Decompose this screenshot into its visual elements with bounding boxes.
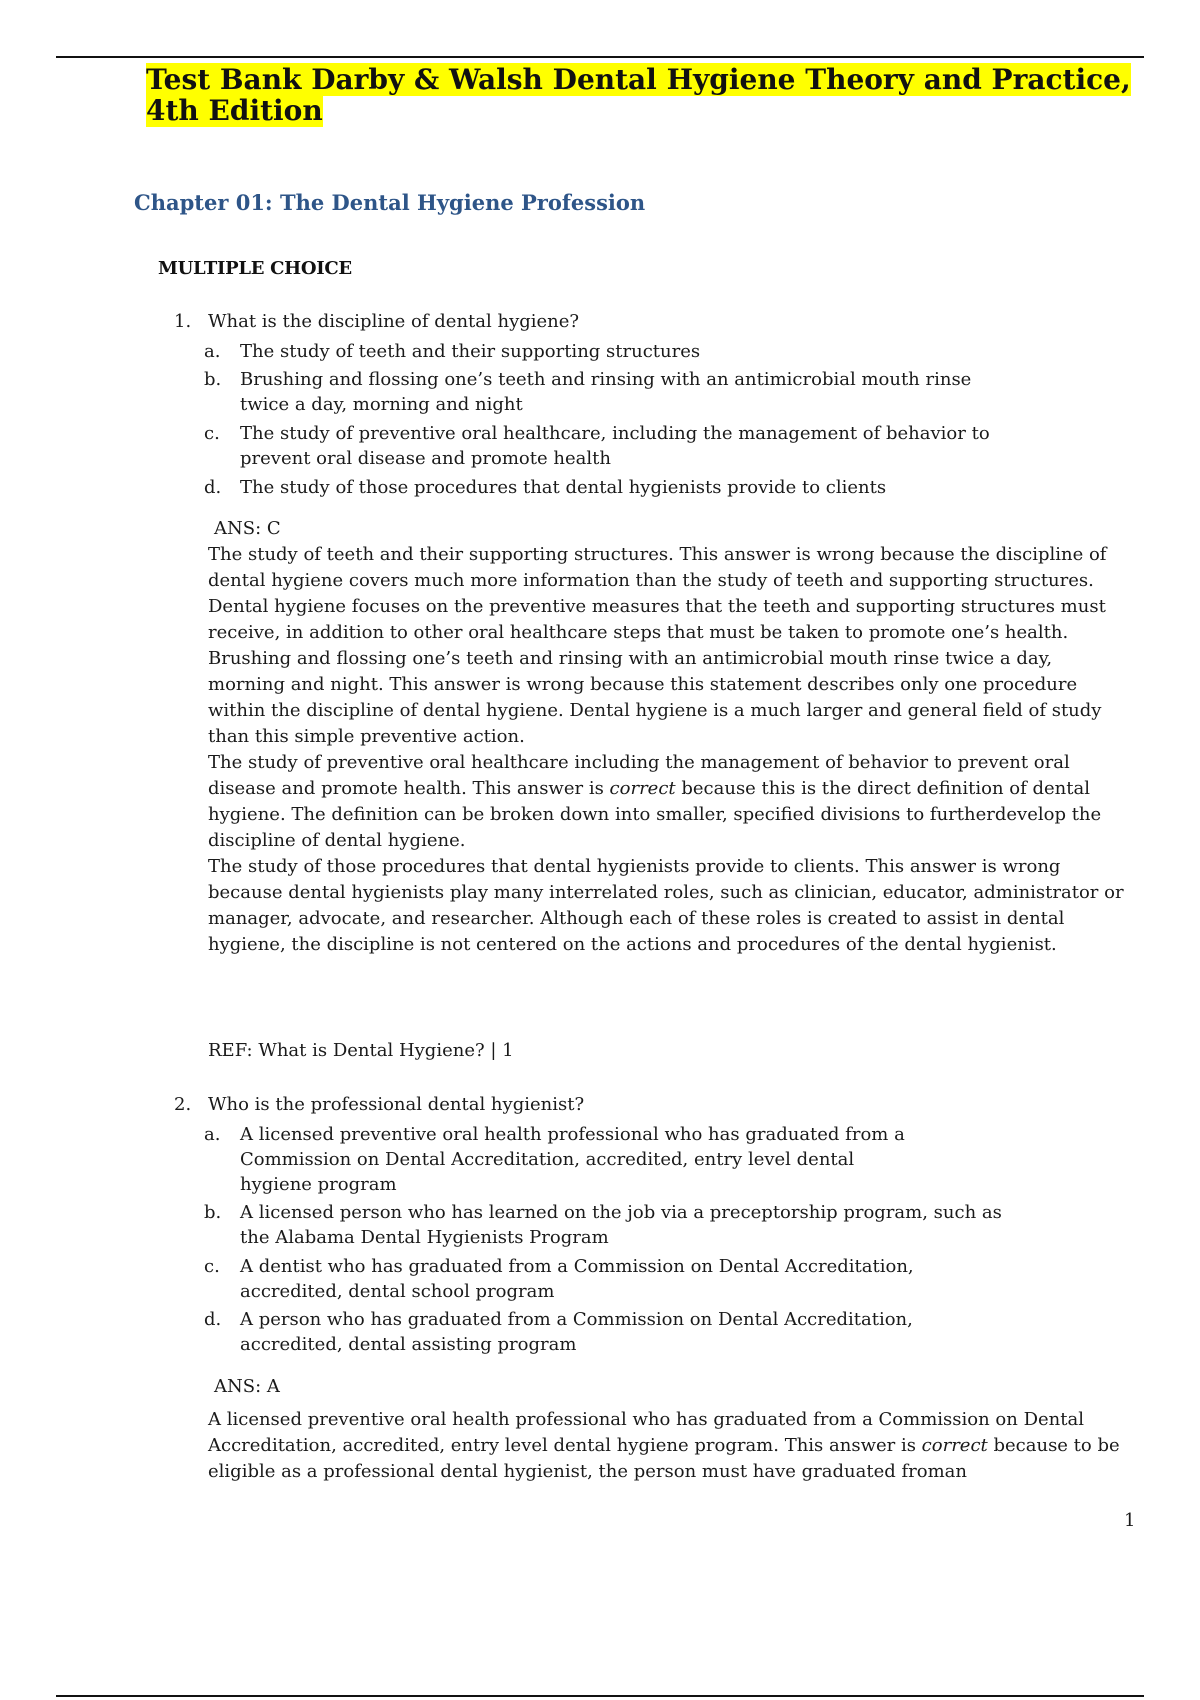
rationale-emphasis: correct (921, 1435, 988, 1456)
option-letter: b. (204, 369, 222, 390)
rationale-paragraph (208, 542, 1128, 646)
section-heading: MULTIPLE CHOICE (158, 258, 352, 279)
rationale-text: The study of those procedures that dental hygienists provide to clients. This answer is wrong because dental hygienists play many interrelated roles, such as clinician, educator, administrator or manager, advocate, and researcher. Although each of these roles is created to assist in dental hygiene, the discipline is not centered on the actions and procedures of the dental hygienist. (208, 856, 1124, 955)
rationale-text: The study of preventive oral healthcare including the management of behavior to prevent oral disease and promote health. This answer is (208, 752, 1070, 799)
option-letter: c. (204, 1256, 220, 1277)
rationale-emphasis: correct (609, 778, 676, 799)
option-c (204, 1254, 924, 1304)
rationale-text: The study of teeth and their supporting structures. This answer is wrong because the discipline of dental hygiene covers much more information than the study of teeth and supporting structures. Dental hygiene focuses on the preventive measures that the teeth and supporting structures must receive, in addition to other oral healthcare steps that must be taken to promote one’s health. (208, 544, 1107, 643)
question-text: What is the discipline of dental hygiene? (208, 311, 580, 332)
rationale-paragraph (208, 750, 1128, 854)
question-number: 1. (174, 311, 192, 332)
rationale-text: because to be eligible as a professional dental hygienist, the person must have graduated froman (208, 1435, 1120, 1482)
question-text: Who is the professional dental hygienist? (208, 1094, 585, 1115)
option-b (204, 1200, 1004, 1250)
option-a (204, 1122, 924, 1197)
question-stem (174, 309, 579, 335)
option-d (204, 1307, 924, 1357)
chapter-heading: Chapter 01: The Dental Hygiene Profession (134, 190, 646, 215)
rationale-text: because this is the direct definition of dental hygiene. The definition can be broken down into smaller, specified divisions to furtherdevelop the discipline of dental hygiene. (208, 778, 1102, 851)
question-number: 2. (174, 1094, 192, 1115)
document-title-highlight: Test Bank Darby & Walsh Dental Hygiene Theory and Practice, 4th Edition (146, 63, 1131, 127)
top-rule (56, 56, 1144, 58)
rationale-paragraph (208, 1407, 1128, 1485)
option-text: The study of preventive oral healthcare, including the management of behavior to prevent oral disease and promote health (240, 423, 990, 469)
rationale-text: A licensed preventive oral health professional who has graduated from a Commission on Dental Accreditation, accredited, entry level dental hygiene program. This answer is (208, 1409, 1084, 1456)
answer-key: ANS: C (214, 518, 281, 539)
option-text: Brushing and flossing one’s teeth and rinsing with an antimicrobial mouth rinse twice a day, morning and night (240, 369, 972, 415)
option-letter: d. (204, 477, 222, 498)
answer-key: ANS: A (214, 1376, 280, 1397)
option-text: A dentist who has graduated from a Commission on Dental Accreditation, accredited, dental school program (240, 1256, 914, 1302)
document-title (146, 64, 1146, 126)
rationale-paragraph (208, 854, 1128, 958)
option-letter: d. (204, 1309, 222, 1330)
rationale-text: Brushing and flossing one’s teeth and rinsing with an antimicrobial mouth rinse twice a day, morning and night. This answer is wrong because this statement describes only one procedure within the discipline of dental hygiene. Dental hygiene is a much larger and general field of study than this simple preventive action. (208, 648, 1102, 747)
option-letter: a. (204, 1124, 221, 1145)
option-text: The study of those procedures that dental hygienists provide to clients (240, 477, 887, 498)
option-a (204, 339, 904, 364)
option-text: A person who has graduated from a Commission on Dental Accreditation, accredited, dental assisting program (240, 1309, 913, 1355)
option-text: A licensed person who has learned on the job via a preceptorship program, such as the Alabama Dental Hygienists Program (240, 1202, 1002, 1248)
option-text: The study of teeth and their supporting structures (240, 341, 701, 362)
option-c (204, 421, 1034, 471)
page-number: 1 (1124, 1510, 1136, 1531)
option-letter: c. (204, 423, 220, 444)
answer-rationale (208, 1407, 1128, 1485)
answer-rationale (208, 542, 1128, 958)
rationale-paragraph (208, 646, 1128, 750)
option-letter: b. (204, 1202, 222, 1223)
reference-line: REF: What is Dental Hygiene? | 1 (208, 1040, 514, 1061)
option-text: A licensed preventive oral health professional who has graduated from a Commission on Dental Accreditation, accredited, entry level dental hygiene program (240, 1124, 905, 1195)
option-d (204, 475, 964, 500)
question-stem (174, 1092, 584, 1118)
option-letter: a. (204, 341, 221, 362)
option-b (204, 367, 994, 417)
bottom-rule (56, 1695, 1144, 1697)
